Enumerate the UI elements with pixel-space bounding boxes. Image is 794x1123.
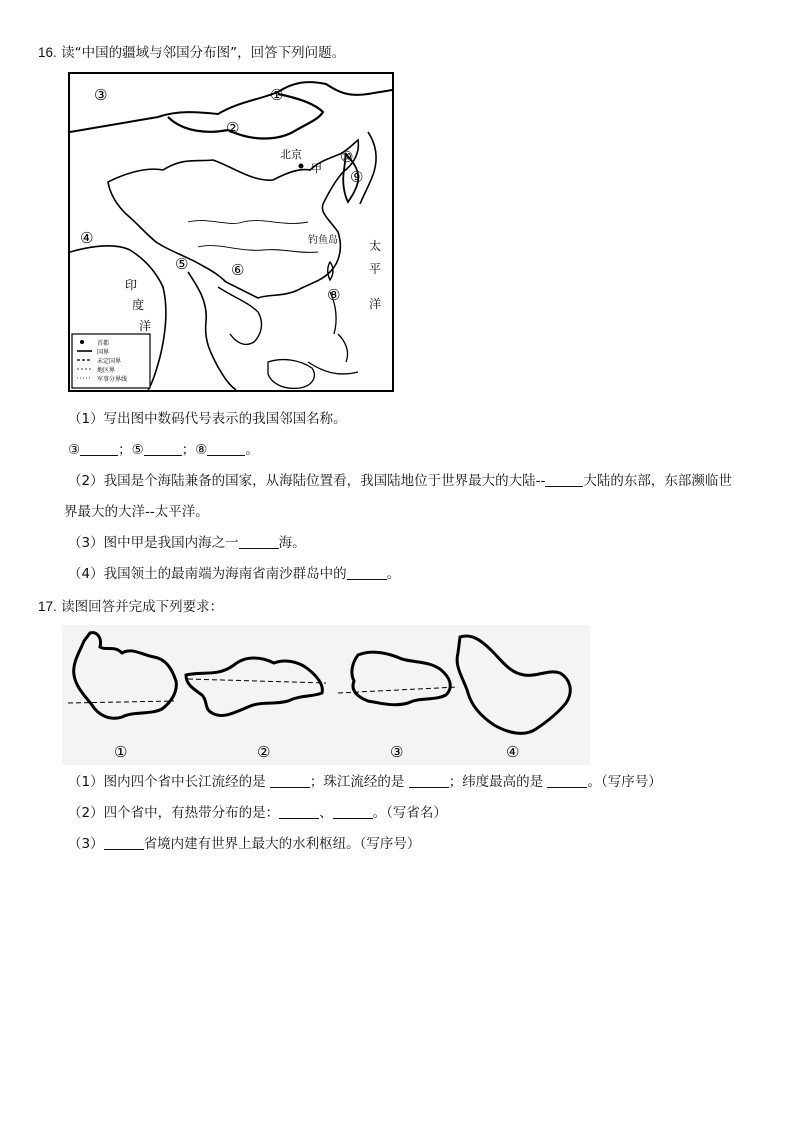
answer-blank-continent[interactable] bbox=[545, 472, 583, 487]
china-neighbors-map bbox=[68, 72, 394, 392]
map-label-1: ① bbox=[270, 86, 284, 104]
map-label-yang: 洋 bbox=[369, 297, 382, 311]
legend-undetermined-border: 未定国界 bbox=[97, 358, 122, 365]
map-label-4: ④ bbox=[80, 229, 94, 247]
provinces-figure bbox=[62, 625, 590, 765]
map-label-9: ⑨ bbox=[350, 168, 364, 186]
answer-blank-tropical-2[interactable] bbox=[333, 804, 373, 819]
legend-region-border: 地区界 bbox=[97, 367, 116, 374]
figure-label-2: ② bbox=[257, 743, 271, 761]
answer-blank-latitude[interactable] bbox=[547, 773, 587, 788]
legend-border: 国界 bbox=[97, 349, 110, 356]
map-label-yang2: 洋 bbox=[139, 319, 152, 333]
map-label-du: 度 bbox=[132, 298, 145, 312]
q16-part1: （1）写出图中数码代号表示的我国邻国名称。 bbox=[68, 411, 347, 427]
q17-part1: （1）图内四个省中长江流经的是 ；珠江流经的是 ；纬度最高的是 。（写序号） bbox=[68, 774, 662, 790]
answer-blank-dam[interactable] bbox=[104, 835, 144, 850]
map-label-ping: 平 bbox=[369, 262, 382, 276]
answer-blank-5[interactable] bbox=[144, 441, 182, 456]
answer-blank-pearl[interactable] bbox=[409, 773, 449, 788]
map-label-5: ⑤ bbox=[175, 255, 189, 273]
q16-stem-line bbox=[38, 43, 345, 63]
figure-label-4: ④ bbox=[506, 743, 520, 761]
q16-part1-blanks: ③ ；⑤ ；⑧ 。 bbox=[68, 442, 259, 458]
legend-capital: 首都 bbox=[97, 340, 110, 347]
map-label-yin: 印 bbox=[125, 278, 138, 292]
map-label-tai: 太 bbox=[369, 239, 382, 253]
map-label-2: ② bbox=[226, 119, 240, 137]
map-label-beijing: 北京 bbox=[280, 148, 302, 161]
answer-blank-inner-sea[interactable] bbox=[239, 534, 279, 549]
figure-label-1: ① bbox=[114, 743, 128, 761]
q17-part3: （3） 省境内建有世界上最大的水利枢纽。（写序号） bbox=[68, 836, 421, 852]
answer-blank-tropical-1[interactable] bbox=[279, 804, 319, 819]
q16-part2-line1: （2）我国是个海陆兼备的国家，从海陆位置看，我国陆地位于世界最大的大陆-- 大陆的东部，东部濒临世 bbox=[68, 473, 732, 489]
map-label-8: ⑧ bbox=[327, 286, 341, 304]
map-label-10: ⑩ bbox=[340, 148, 354, 166]
answer-blank-8[interactable] bbox=[207, 441, 245, 456]
q16-part2-line2: 界最大的大洋--太平洋。 bbox=[64, 504, 209, 520]
q17-stem-line bbox=[38, 597, 223, 617]
answer-blank-southernmost[interactable] bbox=[347, 565, 387, 580]
q16-part4: （4）我国领土的最南端为海南省南沙群岛中的 。 bbox=[68, 566, 401, 582]
q16-part3: （3）图中甲是我国内海之一 海。 bbox=[68, 535, 306, 551]
q16-number: 16. bbox=[38, 45, 57, 60]
map-label-diaoyu: 钓鱼岛 bbox=[308, 235, 338, 246]
q17-part2: （2）四个省中，有热带分布的是： 、 。（写省名） bbox=[68, 805, 447, 821]
q16-stem: 读“中国的疆域与邻国分布图”，回答下列问题。 bbox=[61, 45, 346, 61]
q17-number: 17. bbox=[38, 599, 57, 614]
map-label-3: ③ bbox=[94, 86, 108, 104]
answer-blank-3[interactable] bbox=[80, 441, 118, 456]
map-label-jia: 甲 bbox=[311, 162, 322, 175]
map-label-6: ⑥ bbox=[231, 261, 245, 279]
figure-label-3: ③ bbox=[390, 743, 404, 761]
q17-stem: 读图回答并完成下列要求： bbox=[61, 599, 224, 615]
answer-blank-yangtze[interactable] bbox=[270, 773, 310, 788]
legend-military-line: 军事分界线 bbox=[97, 376, 128, 383]
